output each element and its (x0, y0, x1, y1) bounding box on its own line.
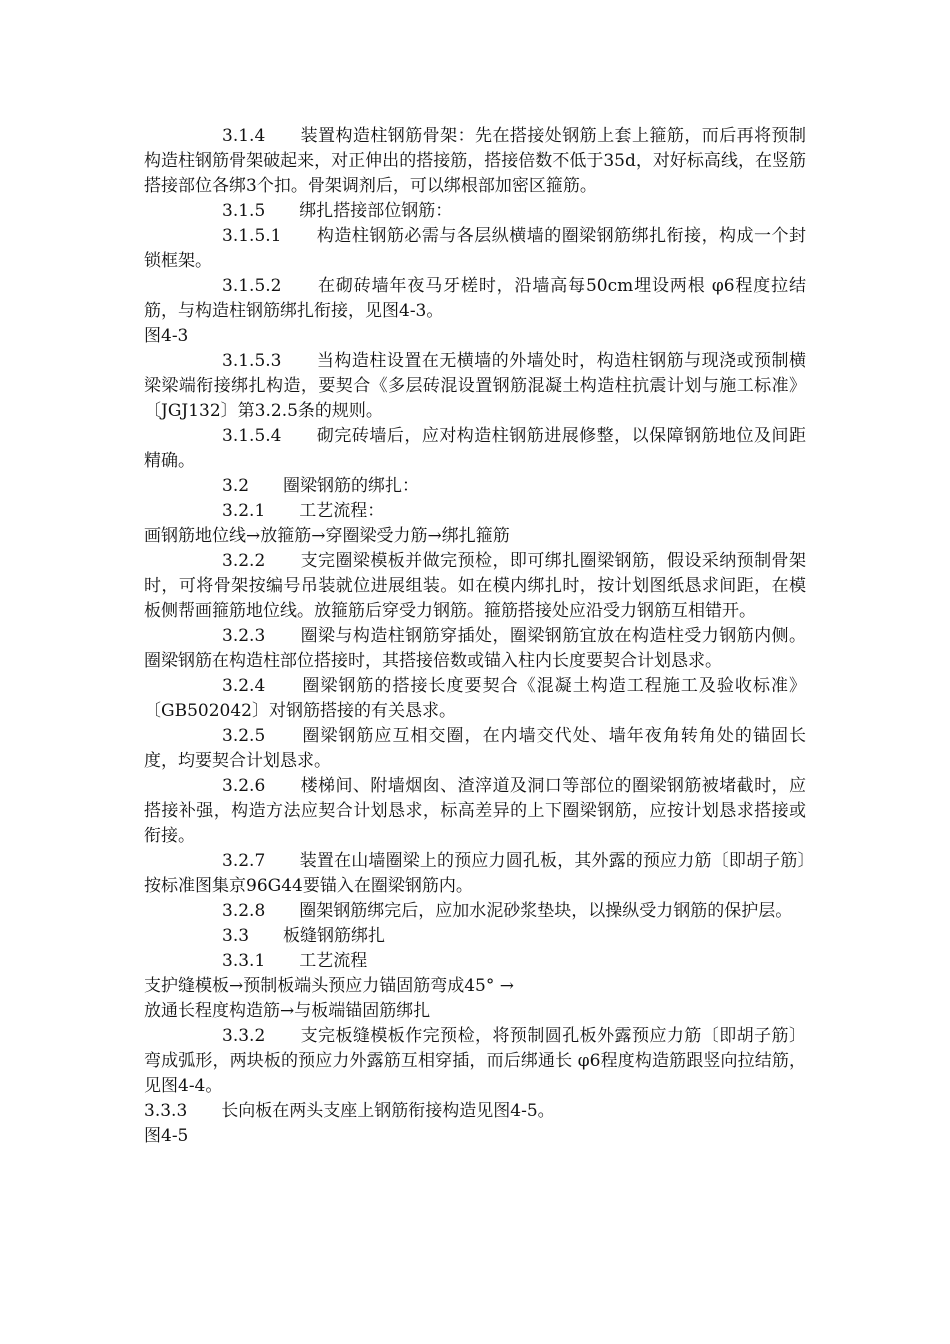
paragraph-3-1-4: 3.1.4 装置构造柱钢筋骨架：先在搭接处钢筋上套上箍筋，而后再将预制构造柱钢筋骨架破起来，对正伸出的搭接筋，搭接倍数不低于35d，对好标高线，在竖筋搭接部位各绑3个扣。骨架调剂后，可以绑根部加密区箍筋。 (144, 126, 806, 196)
heading-3-1-5: 3.1.5 绑扎搭接部位钢筋： (222, 201, 453, 221)
paragraph-3-2-7: 3.2.7 装置在山墙圈梁上的预应力圆孔板，其外露的预应力筋〔即胡子筋〕按标准图集京96G44要锚入在圈梁钢筋内。 (144, 851, 806, 896)
heading-3-2-1: 3.2.1 工艺流程： (222, 501, 385, 521)
paragraph-3-2-2: 3.2.2 支完圈梁模板并做完预检，即可绑扎圈梁钢筋，假设采纳预制骨架时，可将骨架按编号吊装就位进展组装。如在模内绑扎时，按计划图纸恳求间距，在模板侧帮画箍筋地位线。放箍筋后穿受力钢筋。箍筋搭接处应沿受力钢筋互相错开。 (144, 551, 806, 621)
process-flow-3-3-1-line-1: 支护缝模板→预制板端头预应力锚固筋弯成45° → (144, 976, 515, 996)
paragraph-3-2-3: 3.2.3 圈梁与构造柱钢筋穿插处，圈梁钢筋宜放在构造柱受力钢筋内侧。圈梁钢筋在构造柱部位搭接时，其搭接倍数或锚入柱内长度要契合计划恳求。 (144, 626, 806, 671)
paragraph-3-1-5-3: 3.1.5.3 当构造柱设置在无横墙的外墙处时，构造柱钢筋与现浇或预制横梁梁端衔接绑扎构造，要契合《多层砖混设置钢筋混凝土构造柱抗震计划与施工标准》〔JGJ132〕第3.2.5条的规则。 (144, 351, 806, 421)
paragraph-3-3-3: 3.3.3 长向板在两头支座上钢筋衔接构造见图4-5。 (144, 1101, 555, 1121)
process-flow-3-3-1-line-2: 放通长程度构造筋→与板端锚固筋绑扎 (144, 1001, 431, 1021)
document-body (144, 124, 806, 1149)
heading-3-3: 3.3 板缝钢筋绑扎 (222, 926, 386, 946)
paragraph-3-1-5-4: 3.1.5.4 砌完砖墙后，应对构造柱钢筋进展修整，以保障钢筋地位及间距精确。 (144, 426, 806, 471)
paragraph-3-1-5-1: 3.1.5.1 构造柱钢筋必需与各层纵横墙的圈梁钢筋绑扎衔接，构成一个封锁框架。 (144, 226, 806, 271)
paragraph-3-2-8: 3.2.8 圈架钢筋绑完后，应加水泥砂浆垫块，以操纵受力钢筋的保护层。 (222, 901, 793, 921)
paragraph-3-2-6: 3.2.6 楼梯间、附墙烟囱、渣滓道及洞口等部位的圈梁钢筋被堵截时，应搭接补强，构造方法应契合计划恳求，标高差异的上下圈梁钢筋，应按计划恳求搭接或衔接。 (144, 776, 806, 846)
paragraph-3-3-2: 3.3.2 支完板缝模板作完预检，将预制圆孔板外露预应力筋〔即胡子筋〕弯成弧形，两块板的预应力外露筋互相穿插，而后绑通长 φ6程度构造筋跟竖向拉结筋，见图4-4。 (144, 1026, 806, 1096)
paragraph-3-2-5: 3.2.5 圈梁钢筋应互相交圈，在内墙交代处、墙年夜角转角处的锚固长度，均要契合计划恳求。 (144, 726, 806, 771)
heading-3-2: 3.2 圈梁钢筋的绑扎： (222, 476, 420, 496)
process-flow-3-2-1: 画钢筋地位线→放箍筋→穿圈梁受力筋→绑扎箍筋 (144, 526, 510, 546)
paragraph-3-2-4: 3.2.4 圈梁钢筋的搭接长度要契合《混凝土构造工程施工及验收标准》〔GB502042〕对钢筋搭接的有关恳求。 (144, 676, 806, 721)
paragraph-3-1-5-2: 3.1.5.2 在砌砖墙年夜马牙槎时，沿墙高每50cm埋设两根 φ6程度拉结筋，与构造柱钢筋绑扎衔接，见图4-3。 (144, 276, 806, 321)
heading-3-3-1: 3.3.1 工艺流程 (222, 951, 368, 971)
figure-caption-4-5: 图4-5 (144, 1126, 189, 1146)
figure-caption-4-3: 图4-3 (144, 326, 189, 346)
